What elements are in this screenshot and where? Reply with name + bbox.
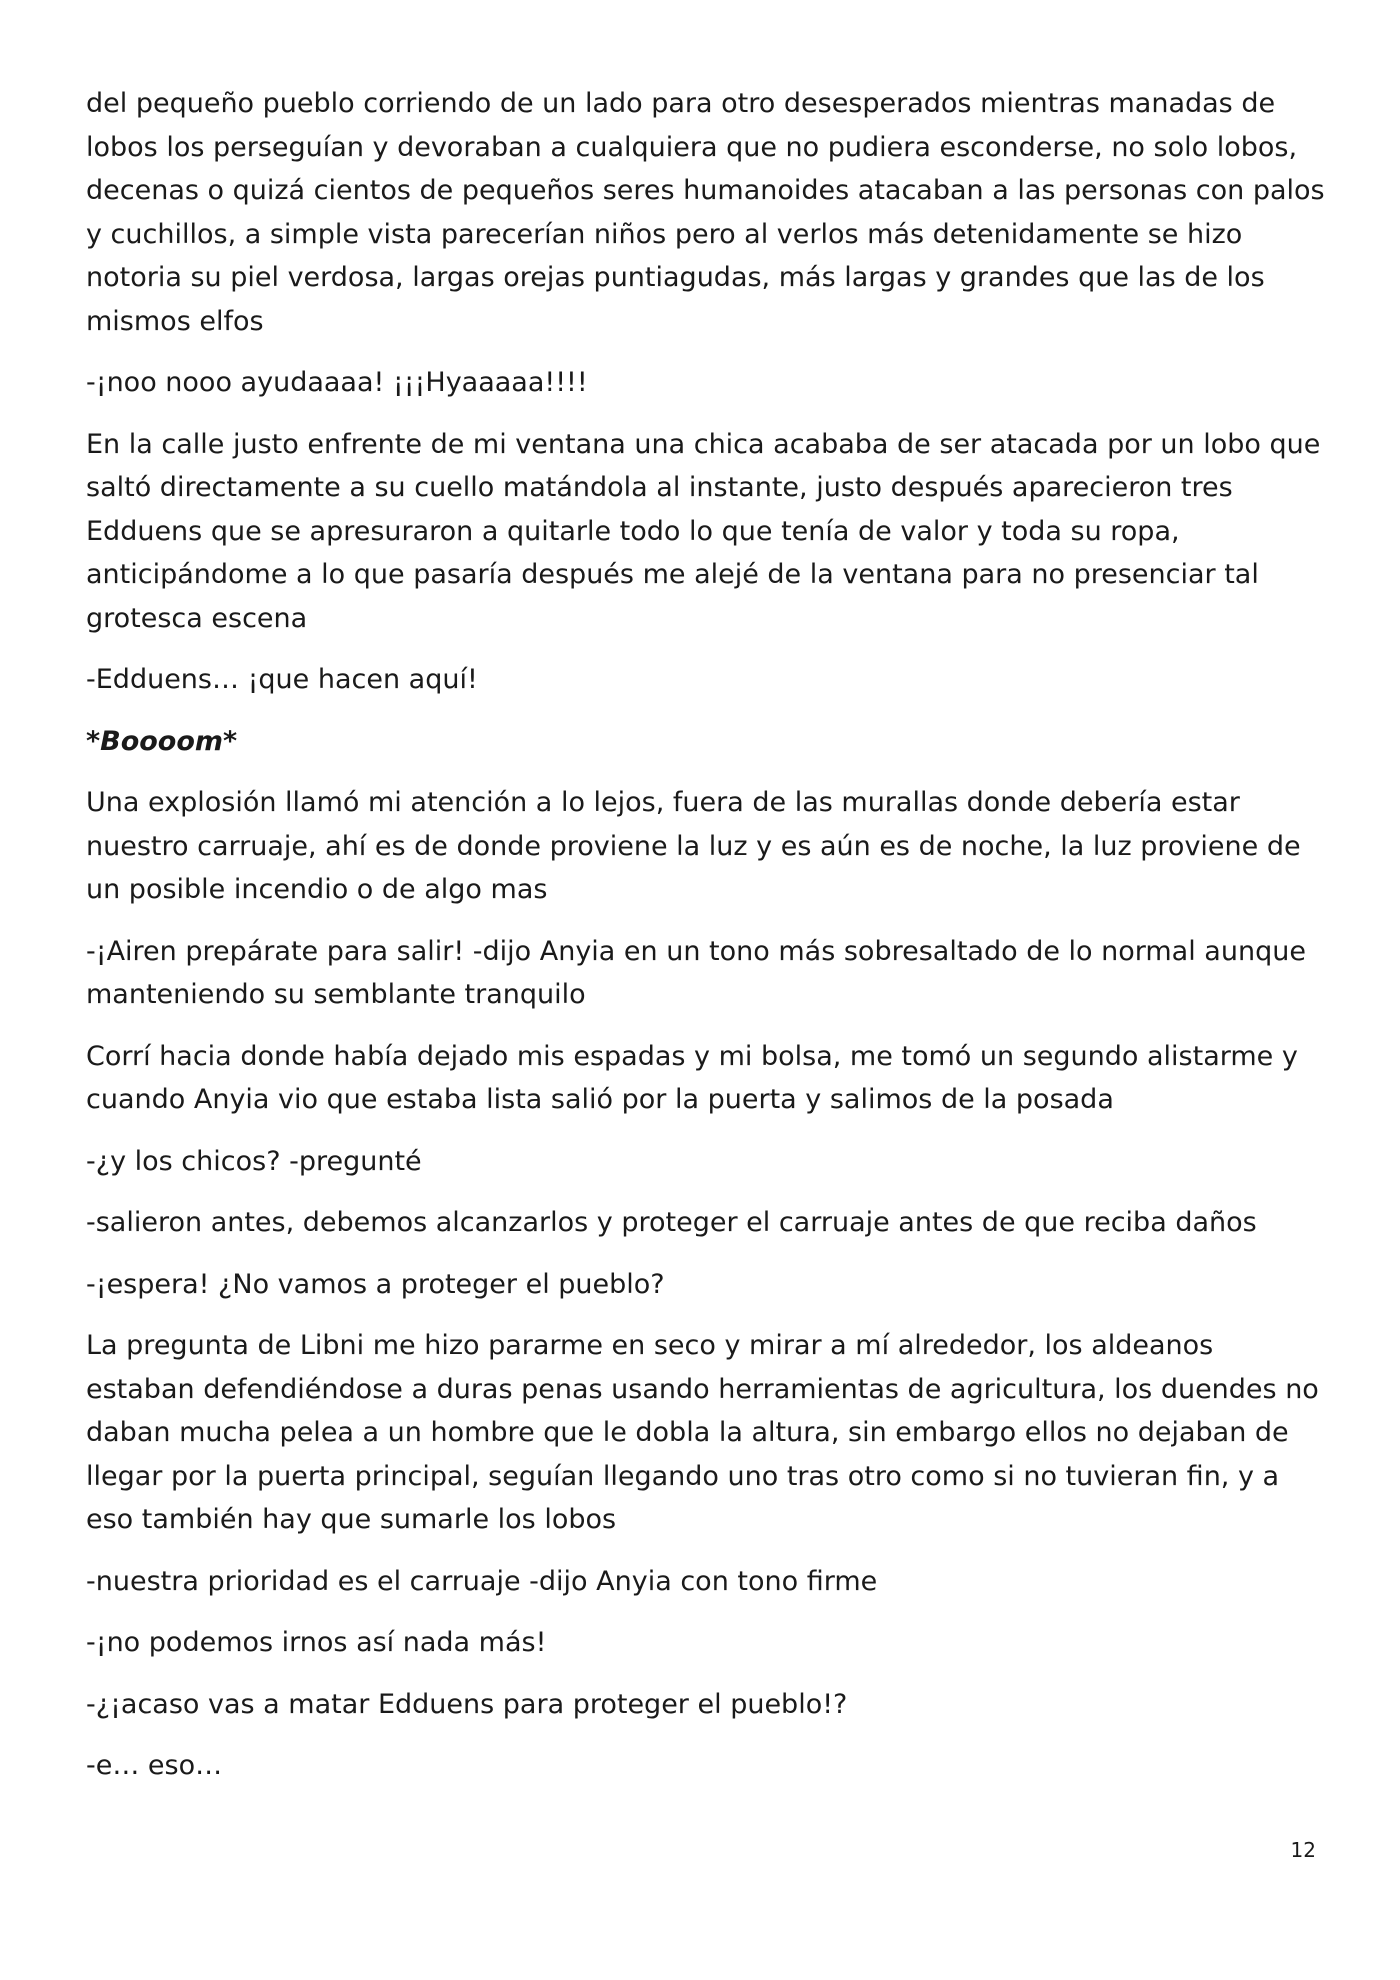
paragraph-dialogue: -¿¡acaso vas a matar Edduens para proteger el pueblo!? xyxy=(86,1688,848,1720)
paragraph-narration: Una explosión llamó mi atención a lo lejos, fuera de las murallas donde debería estar nuestro carruaje, ahí es de donde proviene la luz y es aún es de noche, la luz proviene de un posible incendio o de algo mas xyxy=(86,787,1301,905)
paragraph-dialogue: -¡noo nooo ayudaaaa! ¡¡¡Hyaaaaa!!!! xyxy=(86,367,588,398)
sound-effect: *Boooom* xyxy=(86,725,238,757)
paragraph-narration: En la calle justo enfrente de mi ventana una chica acababa de ser atacada por un lobo que saltó directamente a su cuello matándola al instante, justo después aparecieron tres Edduens que se apresuraron a quitarle todo lo que tenía de valor y toda su ropa, anticipándome a lo que pasaría después me alejé de la ventana para no presenciar tal grotesca escena xyxy=(86,428,1321,634)
paragraph-dialogue: -¡Airen prepárate para salir! -dijo Anyia en un tono más sobresaltado de lo normal aunque manteniendo su semblante tranquilo xyxy=(86,935,1306,1010)
paragraph-dialogue: -¡espera! ¿No vamos a proteger el pueblo? xyxy=(86,1268,665,1300)
paragraph-narration: Corrí hacia donde había dejado mis espadas y mi bolsa, me tomó un segundo alistarme y cuando Anyia vio que estaba lista salió por la puerta y salimos de la posada xyxy=(86,1040,1298,1115)
paragraph-dialogue: -¿y los chicos? -pregunté xyxy=(86,1145,422,1177)
paragraph-narration: del pequeño pueblo corriendo de un lado para otro desesperados mientras manadas de lobos los perseguían y devoraban a cualquiera que no pudiera esconderse, no solo lobos, decenas o quizá cientos de pequeños seres humanoides atacaban a las personas con palos y cuchillos, a simple vista parecerían niños pero al verlos más detenidamente se hizo notoria su piel verdosa, largas orejas puntiagudas, más largas y grandes que las de los mismos elfos xyxy=(86,88,1325,337)
page-number: 12 xyxy=(1290,1838,1316,1862)
paragraph-dialogue: -salieron antes, debemos alcanzarlos y proteger el carruaje antes de que reciba daños xyxy=(86,1207,1257,1238)
paragraph-dialogue: -e… eso… xyxy=(86,1750,223,1781)
text-body xyxy=(86,82,1326,1806)
paragraph-narration: La pregunta de Libni me hizo pararme en seco y mirar a mí alrededor, los aldeanos estaban defendiéndose a duras penas usando herramientas de agricultura, los duendes no daban mucha pelea a un hombre que le dobla la altura, sin embargo ellos no dejaban de llegar por la puerta principal, seguían llegando uno tras otro como si no tuvieran fin, y a eso también hay que sumarle los lobos xyxy=(86,1330,1319,1535)
paragraph-dialogue: -nuestra prioridad es el carruaje -dijo Anyia con tono firme xyxy=(86,1565,878,1597)
paragraph-dialogue: -¡no podemos irnos así nada más! xyxy=(86,1627,547,1658)
paragraph-dialogue: -Edduens… ¡que hacen aquí! xyxy=(86,664,478,695)
